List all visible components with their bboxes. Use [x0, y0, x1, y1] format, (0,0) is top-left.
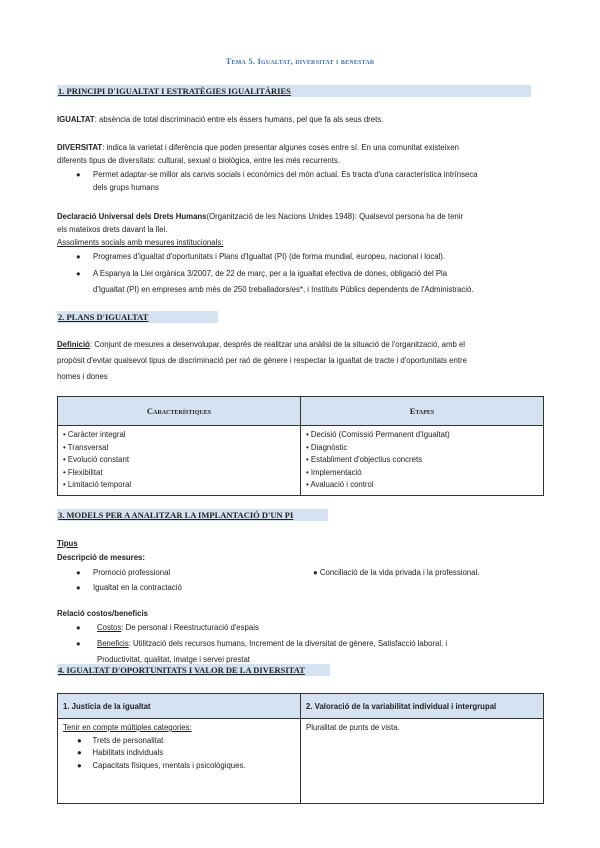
table-header-justicia: 1. Justícia de la igualtat	[58, 694, 301, 719]
igualtat-table	[57, 693, 544, 804]
document-title: Tema 5. Igualtat, diversitat i benestar	[225, 56, 375, 66]
costos-term: Costos	[97, 623, 122, 632]
beneficis-term: Beneficis	[97, 639, 129, 648]
beneficis-text-1: : Utilització dels recursos humans, Increment de la diversitat de gènere, Satisfacció laboral. i	[128, 639, 448, 648]
list-item: • Evolució constant	[63, 455, 130, 464]
diversitat-definition	[57, 141, 547, 154]
declaracio-term: Declaració Universal dels Drets Humans	[57, 212, 207, 221]
definicio-paragraph	[57, 338, 547, 351]
section-3-heading	[57, 509, 328, 521]
bullet-icon: ●	[76, 269, 81, 278]
bullet-icon: ●	[76, 568, 81, 577]
descripcio-label: Descripció de mesures:	[57, 553, 145, 562]
etapes-cell	[301, 426, 544, 496]
table-header-caracteristiques: Característiques	[58, 397, 301, 426]
list-item: • Caràcter integral	[63, 430, 126, 439]
diversitat-bullet-1-cont: dels grups humans	[93, 183, 159, 192]
definicio-text-3: homes i dones	[57, 372, 108, 381]
category-list	[63, 735, 295, 773]
section-1-heading-text: 1. PRINCIPI D'IGUALTAT I ESTRATÈGIES IGUALITÀRIES	[58, 86, 291, 96]
costos-text: : De personal i Reestructuració d'espais	[121, 623, 259, 632]
category-item-text: Trets de personalitat	[92, 735, 164, 745]
list-item: • Establiment d'objectius concrets	[306, 455, 423, 464]
assoliments-bullet-2-cont: d'Igualtat (PI) en empreses amb més de 250 treballadors/es*, i Instituts Públics dependents de l'Administració.	[93, 285, 474, 294]
pluralitat-text: Pluralitat de punts de vista.	[306, 723, 400, 732]
diversitat-text-2: diferents tipus de diversitats: cultural, sexual o biològica, entre les més recurrents.	[57, 156, 340, 165]
beneficis-item	[97, 637, 547, 650]
igualtat-text: : absència de total discriminació entre els éssers humans, pel que fa als seus drets.	[94, 115, 384, 124]
relacio-label: Relació costos/beneficis	[57, 609, 148, 618]
list-item: • Decisió (Comissió Permanent d'Igualtat)	[306, 430, 450, 439]
declaracio-text-1: (Organització de les Nacions Unides 1948): Qualsevol persona ha de tenir	[206, 212, 464, 221]
bullet-icon: ●	[76, 252, 81, 261]
valoracio-cell	[301, 719, 544, 804]
definicio-text-1: : Conjunt de mesures a desenvolupar, després de realitzar una anàlisi de la situació de l'organització, amb el	[89, 340, 466, 349]
section-1-heading	[57, 85, 531, 97]
table-header-valoracio: 2. Valoració de la variabilitat individual i intergrupal	[301, 694, 544, 719]
mesura-promocio: Promoció professional	[93, 568, 171, 577]
list-item: • Avaluació i control	[306, 480, 374, 489]
caracteristiques-cell	[58, 426, 301, 496]
beneficis-text-2: Productivitat, qualitat, imatge i servei prestat	[97, 655, 250, 664]
list-item: • Transversal	[63, 442, 109, 452]
bullet-icon: ●	[76, 170, 81, 179]
costos-item	[97, 621, 547, 634]
declaracio-text-2: els mateixos drets davant la llei.	[57, 225, 168, 234]
diversitat-text-1: : indica la varietat i diferència que poden presentar algunes coses entre sí. En una comunitat existeixen	[102, 143, 459, 152]
mesura-conciliacio: ● Conciliació de la vida privada i la professional.	[313, 568, 480, 577]
bullet-icon: ●	[76, 583, 81, 592]
section-4-heading-text: 4. IGUALTAT D'OPORTUNITATS I VALOR DE LA DIVERSITAT	[58, 665, 305, 675]
categories-label: Tenir en compte múltiples categories:	[63, 723, 192, 732]
bullet-icon: ●	[77, 760, 93, 770]
definicio-term: Definició	[57, 340, 90, 349]
assoliments-bullet-2: A Espanya la Llei orgànica 3/2007, de 22 de març, per a la igualtat efectiva de dones, obligació del Pla	[93, 269, 448, 278]
bullet-icon: ●	[76, 639, 81, 648]
bullet-icon: ●	[77, 748, 93, 757]
list-item: • Flexibilitat	[63, 467, 103, 477]
list-item: • Limitació temporal	[63, 480, 132, 489]
assoliments-bullet-1: Programes d'igualtat d'oportunitats i Plans d'Igualtat (PI) (de forma mundial, europeu, nacional i local).	[93, 252, 446, 261]
tipus-label: Tipus	[57, 539, 78, 548]
mesura-igualtat-contractacio: Igualtat en la contractació	[93, 583, 182, 592]
plans-table	[57, 396, 544, 496]
section-2-heading-text: 2. PLANS D'IGUALTAT	[58, 312, 149, 322]
diversitat-bullet-1: Permet adaptar-se millor als canvis socials i econòmics del món actual. Es tracta d'una característica intrínseca	[93, 170, 478, 179]
bullet-icon: ●	[76, 623, 81, 632]
category-item-text: Habilitats individuals	[92, 748, 164, 757]
section-2-heading	[57, 311, 218, 323]
table-header-etapes: Etapes	[301, 397, 544, 426]
igualtat-term: IGUALTAT	[57, 115, 95, 124]
list-item: • Implementació	[306, 467, 362, 477]
list-item	[77, 735, 295, 748]
list-item	[77, 747, 295, 760]
category-item-text: Capacitats físiques, mentals i psicològiques.	[92, 760, 246, 770]
justicia-cell	[58, 719, 301, 804]
igualtat-definition	[57, 113, 547, 126]
bullet-icon: ●	[77, 735, 93, 745]
diversitat-term: DIVERSITAT	[57, 143, 103, 152]
list-item: • Diagnòstic	[306, 442, 348, 452]
declaracio-definition	[57, 210, 547, 223]
definicio-text-2: propòsit d'evitar qualsevol tipus de discriminació per raó de gènere i respectar la igualtat de tracte i d'oportunitats entre	[57, 356, 467, 365]
section-3-heading-text: 3. MODELS PER A ANALITZAR LA IMPLANTACIÓ D'UN PI	[58, 510, 294, 520]
section-4-heading	[57, 664, 330, 676]
assoliments-label: Assoliments socials amb mesures institucionals:	[57, 238, 224, 247]
list-item	[77, 760, 295, 773]
